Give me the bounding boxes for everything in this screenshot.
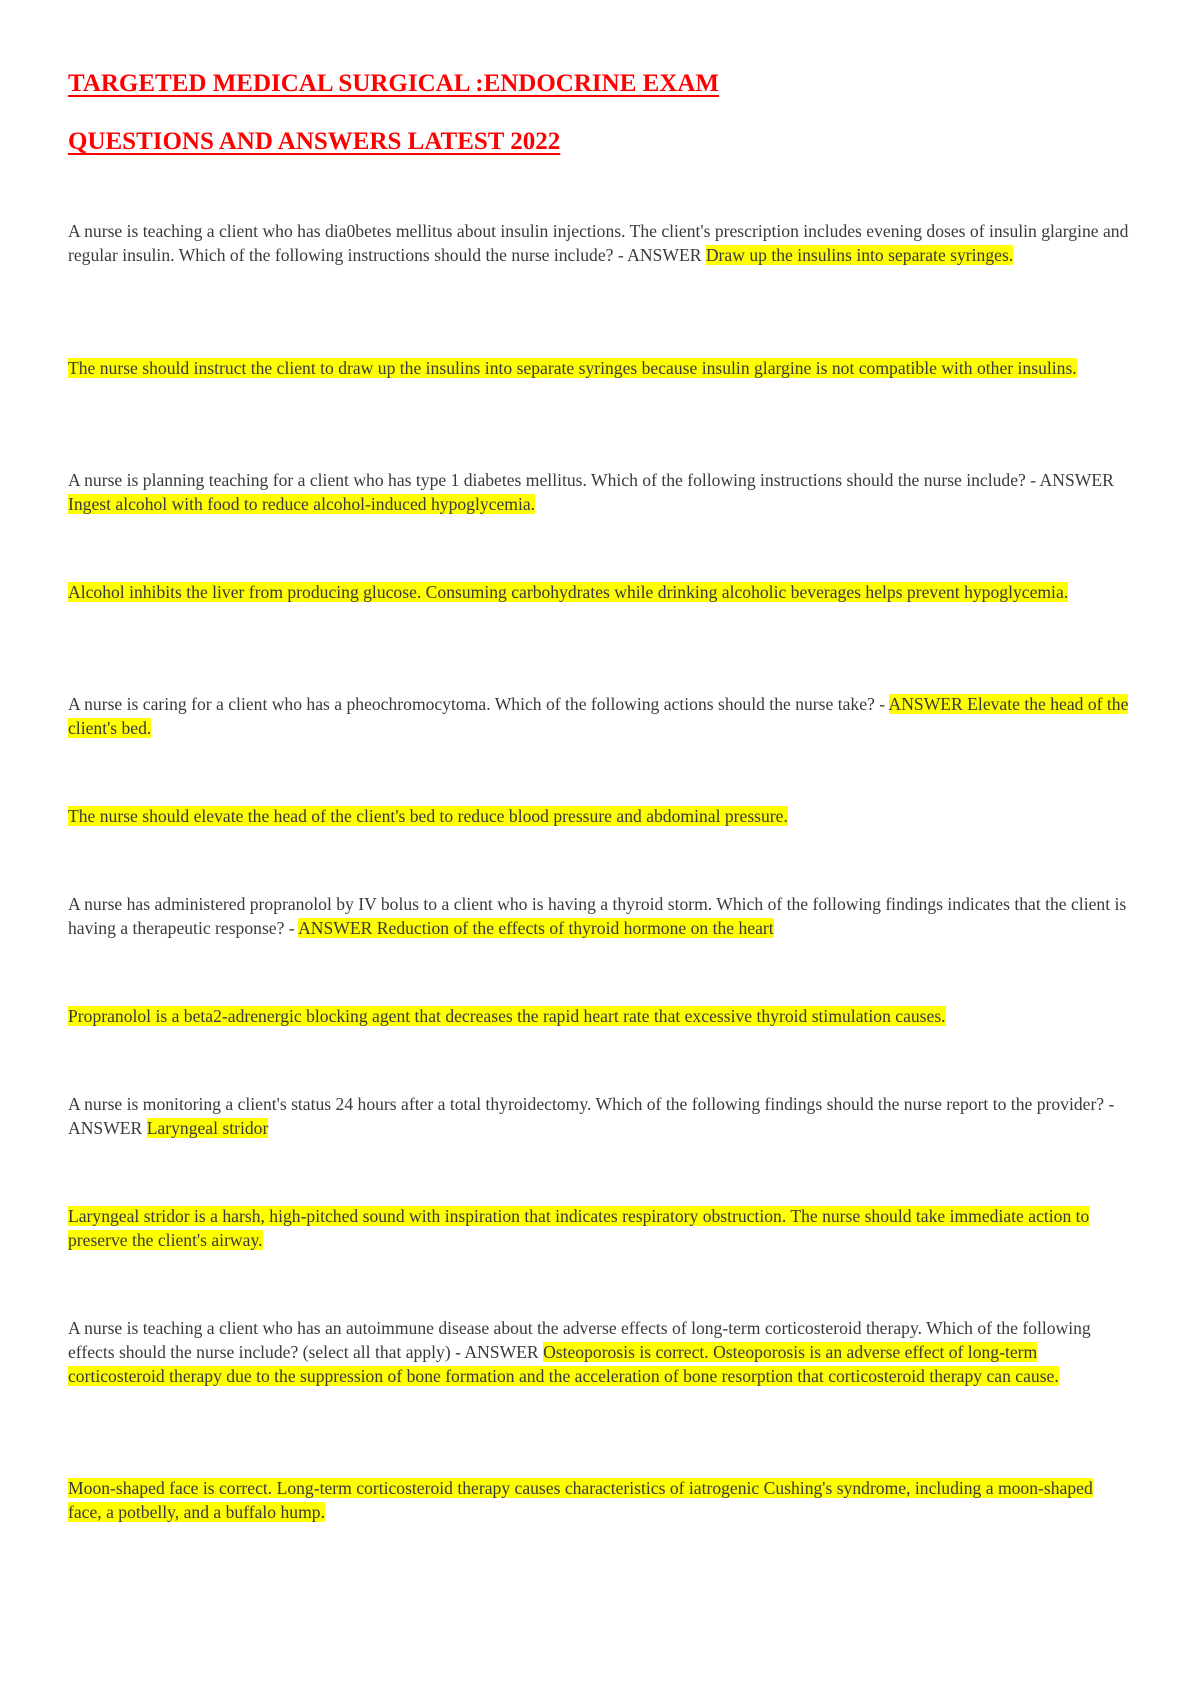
question-paragraph-4 — [68, 892, 1130, 940]
answer-highlight: Laryngeal stridor — [146, 1118, 269, 1138]
question-paragraph-3 — [68, 692, 1130, 740]
rationale-paragraph-4 — [68, 1004, 1130, 1028]
rationale-highlight: The nurse should instruct the client to draw up the insulins into separate syringes because insulin glargine is not compatible with other insulins. — [68, 358, 1077, 378]
question-paragraph-1 — [68, 219, 1130, 267]
answer-highlight: Ingest alcohol with food to reduce alcohol-induced hypoglycemia. — [68, 494, 536, 514]
rationale-paragraph-1 — [68, 356, 1130, 380]
question-text: A nurse has administered propranolol by IV bolus to a client who is having a thyroid storm. Which of the following findings indicates that the client is having a therapeutic response? - — [68, 894, 1127, 938]
question-paragraph-2 — [68, 468, 1130, 516]
question-text: A nurse is caring for a client who has a pheochromocytoma. Which of the following actions should the nurse take? - — [68, 694, 889, 714]
answer-highlight: ANSWER Elevate the head of the client's bed. — [68, 694, 1129, 738]
rationale-highlight: Moon-shaped face is correct. Long-term corticosteroid therapy causes characteristics of iatrogenic Cushing's syndrome, including a moon-shaped face, a potbelly, and a buffalo hump. — [68, 1478, 1093, 1522]
answer-highlight: Draw up the insulins into separate syringes. — [705, 245, 1014, 265]
document-title-line-2: QUESTIONS AND ANSWERS LATEST 2022 — [68, 128, 561, 155]
question-text: A nurse is teaching a client who has an autoimmune disease about the adverse effects of long-term corticosteroid therapy. Which of the following effects should the nurse include? (select all that apply) - ANSWER — [68, 1318, 1091, 1362]
rationale-highlight: Propranolol is a beta2-adrenergic blocking agent that decreases the rapid heart rate that excessive thyroid stimulation causes. — [68, 1006, 946, 1026]
rationale-highlight: Alcohol inhibits the liver from producing glucose. Consuming carbohydrates while drinking alcoholic beverages helps prevent hypoglycemia. — [68, 582, 1069, 602]
question-text: A nurse is teaching a client who has dia0betes mellitus about insulin injections. The client's prescription includes evening doses of insulin glargine and regular insulin. Which of the following instructions should the nurse include? - ANSWER — [68, 221, 1129, 265]
rationale-highlight: The nurse should elevate the head of the client's bed to reduce blood pressure and abdominal pressure. — [68, 806, 788, 826]
rationale-paragraph-6 — [68, 1476, 1130, 1524]
rationale-paragraph-5 — [68, 1204, 1130, 1252]
question-paragraph-6 — [68, 1316, 1130, 1388]
question-text: A nurse is monitoring a client's status 24 hours after a total thyroidectomy. Which of the following findings should the nurse report to the provider? - ANSWER — [68, 1094, 1115, 1138]
question-text: A nurse is planning teaching for a client who has type 1 diabetes mellitus. Which of the following instructions should the nurse include? - ANSWER — [68, 470, 1114, 490]
document-title-line-1: TARGETED MEDICAL SURGICAL :ENDOCRINE EXAM — [68, 70, 720, 97]
question-paragraph-5 — [68, 1092, 1130, 1140]
rationale-highlight: Laryngeal stridor is a harsh, high-pitched sound with inspiration that indicates respiratory obstruction. The nurse should take immediate action to preserve the client's airway. — [68, 1206, 1090, 1250]
rationale-paragraph-2 — [68, 580, 1130, 604]
answer-highlight: ANSWER Reduction of the effects of thyroid hormone on the heart — [298, 918, 774, 938]
answer-highlight: Osteoporosis is correct. Osteoporosis is an adverse effect of long-term corticosteroid therapy due to the suppression of bone formation and the acceleration of bone resorption that corticosteroid therapy can cause. — [68, 1342, 1059, 1386]
rationale-paragraph-3 — [68, 804, 1130, 828]
